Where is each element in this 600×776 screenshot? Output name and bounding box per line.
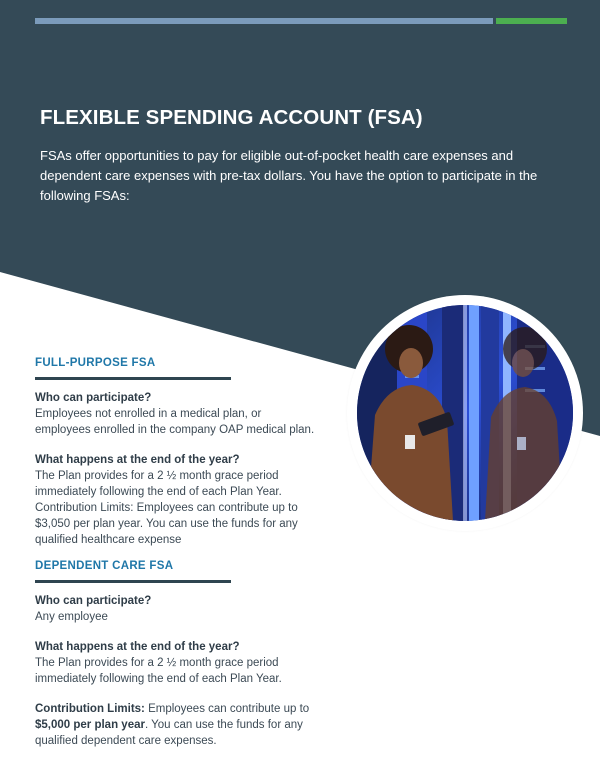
contribution-limits bbox=[35, 701, 315, 749]
question-who: Who can participate? bbox=[35, 595, 152, 607]
section-divider bbox=[35, 377, 231, 380]
contribution-limits: Contribution Limits: Employees can contribute up to $3,050 per plan year. You can use the funds for any qualified healthcare expense bbox=[35, 502, 298, 546]
limits-text: Employees can contribute up to bbox=[144, 703, 310, 715]
answer-end-of-year: The Plan provides for a 2 ½ month grace period immediately following the end of each Plan Year. bbox=[35, 657, 282, 685]
intro-paragraph: FSAs offer opportunities to pay for eligible out-of-pocket health care expenses and dependent care expenses with pre-tax dollars. You have the option to participate in the following FSAs: bbox=[40, 148, 538, 203]
question-end-of-year: What happens at the end of the year? bbox=[35, 454, 240, 466]
answer-end-of-year: The Plan provides for a 2 ½ month grace period immediately following the end of each Plan Year. bbox=[35, 470, 282, 498]
dependent-care-section bbox=[35, 560, 315, 749]
section-heading-full-purpose: FULL-PURPOSE FSA bbox=[35, 357, 156, 369]
page-title: FLEXIBLE SPENDING ACCOUNT (FSA) bbox=[40, 106, 423, 129]
question-end-of-year: What happens at the end of the year? bbox=[35, 641, 240, 653]
limits-label: Contribution Limits: bbox=[35, 703, 145, 715]
answer-who: Any employee bbox=[35, 611, 108, 623]
limits-amount: $5,000 per plan year bbox=[35, 719, 145, 731]
top-accent-bar-green bbox=[496, 18, 567, 24]
section-heading-dependent-care: DEPENDENT CARE FSA bbox=[35, 560, 174, 572]
limits-text-end: . You can use the funds for any qualified dependent care expenses. bbox=[35, 719, 303, 747]
top-accent-bar-blue bbox=[35, 18, 493, 24]
answer-who: Employees not enrolled in a medical plan, or employees enrolled in the company OAP medical plan. bbox=[35, 408, 315, 436]
section-divider bbox=[35, 580, 231, 583]
server-room-photo bbox=[357, 305, 573, 521]
full-purpose-section bbox=[35, 357, 315, 548]
question-who: Who can participate? bbox=[35, 392, 152, 404]
